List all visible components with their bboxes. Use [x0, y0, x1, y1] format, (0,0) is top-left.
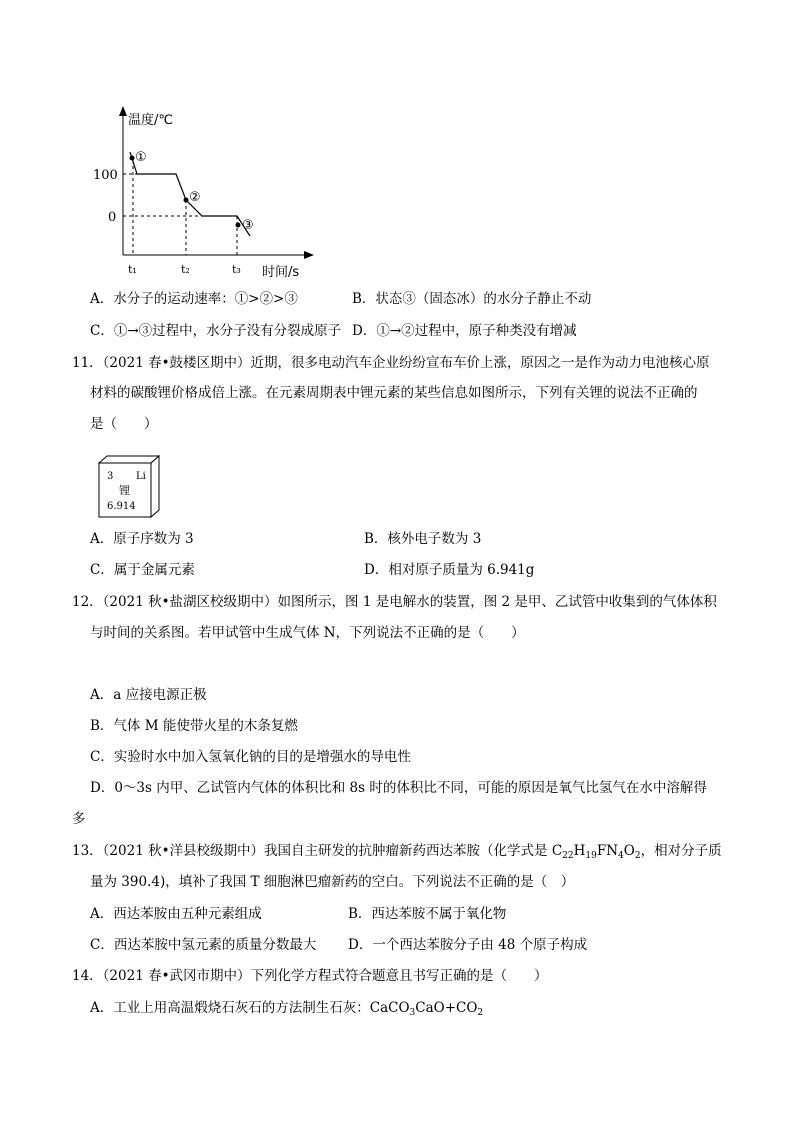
formula-sub-h: 19: [585, 851, 597, 861]
y-axis-arrow: [119, 106, 127, 116]
q12-option-b: B．气体 M 能使带火星的木条复燃: [90, 718, 298, 734]
q10-option-c: C．①→③过程中，水分子没有分裂成原子: [90, 323, 342, 339]
element-mass: 6.914: [107, 501, 136, 512]
y-axis-label: 温度/℃: [128, 113, 173, 128]
q14-option-a-prefix: A．工业上用高温煅烧石灰石的方法制生石灰：CaCO: [90, 1000, 410, 1016]
element-atomic-number: 3: [107, 471, 114, 482]
x-axis-label: 时间/s: [262, 265, 300, 280]
q14-stem-line1: 14．（2021 春•武冈市期中）下列化学方程式符合题意且书写正确的是（ ）: [72, 968, 548, 984]
formula-h: H: [573, 843, 586, 859]
temperature-time-graph: [90, 100, 330, 285]
q13-stem-prefix: 13．（2021 秋•洋县校级期中）我国自主研发的抗肿瘤新药西达苯胺（化学式是 C: [72, 843, 563, 859]
element-symbol: Li: [136, 471, 146, 482]
q13-option-c: C．西达苯胺中氢元素的质量分数最大: [90, 937, 317, 953]
q10-option-a: A．水分子的运动速率：①>②>③: [90, 291, 298, 307]
q11-option-a: A．原子序数为 3: [90, 531, 194, 547]
y-tick-0: 0: [108, 210, 117, 225]
formula-fn: FN: [596, 843, 619, 859]
q14-option-a: [90, 999, 483, 1022]
q13-option-d: D．一个西达苯胺分子由 48 个原子构成: [348, 937, 588, 953]
point-1-dot: [130, 156, 135, 161]
q13-option-a: A．西达苯胺由五种元素组成: [90, 906, 262, 922]
q12-option-d-line2: 多: [72, 811, 86, 827]
q12-option-a: A．a 应接电源正极: [90, 687, 207, 703]
q11-option-d: D．相对原子质量为 6.941g: [364, 562, 535, 578]
q10-option-d: D．①→②过程中，原子种类没有增减: [352, 323, 577, 339]
q12-option-d-line1: D．0～3s 内甲、乙试管内气体的体积比和 8s 时的体积比不同，可能的原因是氧气比氢气在水中溶解得: [90, 780, 707, 796]
point-3-dot: [236, 223, 241, 228]
formula-sub-o: 2: [634, 851, 641, 861]
lithium-element-cell: [98, 455, 160, 519]
x-tick-t3: t₃: [232, 263, 241, 276]
q11-stem-line1: 11．（2021 春•鼓楼区期中）近期，很多电动汽车企业纷纷宣布车价上涨，原因之一是作为动力电池核心原: [72, 355, 710, 371]
co2-sub: 2: [477, 1008, 484, 1018]
q13-option-b: B．西达苯胺不属于氧化物: [348, 906, 507, 922]
point-2-dot: [184, 198, 189, 203]
q10-option-b: B．状态③（固态冰）的水分子静止不动: [352, 291, 592, 307]
x-tick-t1: t₁: [128, 263, 137, 276]
formula-sub-c: 22: [562, 851, 574, 861]
q14-option-a-products: CaO+CO: [415, 1000, 478, 1016]
q11-option-c: C．属于金属元素: [90, 562, 195, 578]
q11-stem-line2: 材料的碳酸锂价格成倍上涨。在元素周期表中锂元素的某些信息如图所示，下列有关锂的说法不正确的: [90, 385, 698, 401]
q12-stem-line1: 12．（2021 秋•盐湖区校级期中）如图所示，图 1 是电解水的装置，图 2 是甲、乙试管中收集到的气体体积: [72, 594, 717, 610]
cell-top-face: [99, 456, 159, 463]
element-name: 锂: [119, 484, 130, 497]
q13-stem-line1: [72, 842, 722, 865]
q13-stem-line2: 量为 390.4)，填补了我国 T 细胞淋巴瘤新药的空白。下列说法不正确的是（ ）: [90, 874, 575, 890]
q11-stem-line3: 是（ ）: [90, 416, 158, 432]
q12-stem-line2: 与时间的关系图。若甲试管中生成气体 N，下列说法不正确的是（ ）: [90, 625, 525, 641]
caco3-sub: 3: [409, 1008, 416, 1018]
q12-option-c: C．实验时水中加入氢氧化钠的目的是增强水的导电性: [90, 749, 411, 765]
q13-stem-suffix: ，相对分子质: [640, 843, 722, 859]
point-3-label: ③: [242, 218, 254, 233]
formula-o: O: [623, 843, 635, 859]
x-tick-t2: t₂: [181, 263, 190, 276]
x-axis-arrow: [304, 251, 314, 259]
point-1-label: ①: [135, 150, 147, 165]
q11-option-b: B．核外电子数为 3: [364, 531, 482, 547]
y-tick-100: 100: [93, 168, 118, 183]
point-2-label: ②: [189, 190, 201, 205]
cell-side-face: [151, 456, 159, 517]
formula-sub-n: 4: [618, 851, 624, 861]
